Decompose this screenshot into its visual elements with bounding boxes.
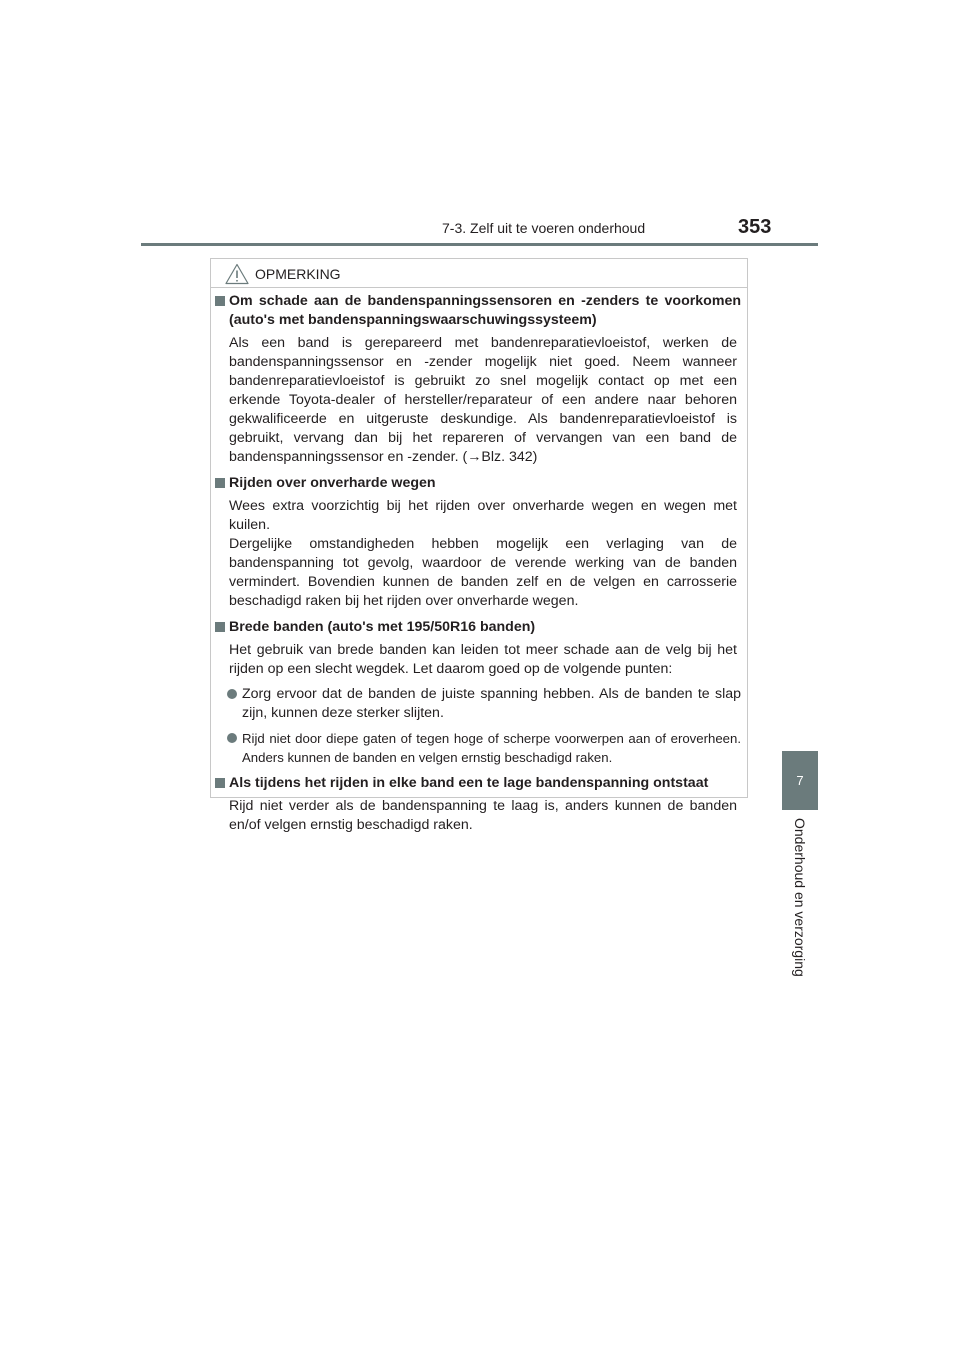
- section-heading: Brede banden (auto's met 195/50R16 banden): [211, 618, 747, 637]
- chapter-tab: 7: [782, 751, 818, 810]
- page-number: 353: [738, 216, 772, 238]
- section-low-pressure: [211, 774, 747, 835]
- section-text: Dergelijke omstandigheden hebben mogelijk een verlaging van de bandenspanning tot gevolg, waardoor de verende werking van de banden vermindert. Bovendien kunnen de banden zelf en de velgen en carrosserie beschadigd raken bij het rijden over onverharde wegen.: [229, 536, 737, 609]
- square-bullet-icon: [215, 622, 225, 632]
- notice-header: [225, 261, 341, 287]
- section-heading: Om schade aan de bandenspanningssensoren en -zenders te voorkomen (auto's met bandenspanningswaarschuwingssysteem): [211, 292, 747, 330]
- section-text: Wees extra voorzichtig bij het rijden over onverharde wegen en wegen met kuilen.: [229, 498, 737, 533]
- section-wide-tires: [211, 618, 747, 767]
- section-sensor-damage: [211, 292, 747, 467]
- notice-divider: [211, 287, 747, 288]
- section-heading: Rijden over onverharde wegen: [211, 474, 747, 493]
- list-item: Zorg ervoor dat de banden de juiste spanning hebben. Als de banden te slap zijn, kunnen deze sterker slijten.: [211, 685, 747, 723]
- section-text: Als een band is gerepareerd met bandenreparatievloeistof, werken de bandenspanningssensor en -zender mogelijk niet goed. Neem wanneer bandenreparatievloeistof is gebruikt zo snel mogelijk contact op met een erkende Toyota-dealer of hersteller/reparateur of een andere naar behoren gekwalificeerde en uitgeruste deskundige. Als bandenreparatievloeistof is gebruikt, vervang dan bij het repareren of vervangen van een band de bandenspanningssensor en -zender. (→Blz. 342): [229, 335, 737, 465]
- square-bullet-icon: [215, 778, 225, 788]
- warning-triangle-icon: [225, 263, 249, 285]
- circle-bullet-icon: [227, 689, 237, 699]
- section-text: Het gebruik van brede banden kan leiden tot meer schade aan de velg bij het rijden op een slecht wegdek. Let daarom goed op de volgende punten:: [229, 642, 737, 677]
- notice-body: [211, 292, 747, 835]
- section-text: Rijd niet verder als de bandenspanning te laag is, anders kunnen de banden en/of velgen ernstig beschadigd raken.: [229, 798, 737, 833]
- notice-title: OPMERKING: [255, 266, 341, 282]
- header-rule: [141, 243, 818, 246]
- circle-bullet-icon: [227, 733, 237, 743]
- square-bullet-icon: [215, 296, 225, 306]
- section-header: 7-3. Zelf uit te voeren onderhoud: [442, 220, 646, 236]
- section-heading: Als tijdens het rijden in elke band een te lage bandenspanning ontstaat: [211, 774, 747, 793]
- list-item: Rijd niet door diepe gaten of tegen hoge of scherpe voorwerpen aan of eroverheen. Anders kunnen de banden en velgen ernstig beschadigd raken.: [211, 729, 747, 767]
- square-bullet-icon: [215, 478, 225, 488]
- notice-box: [210, 258, 748, 833]
- section-unpaved-roads: [211, 474, 747, 611]
- chapter-label: Onderhoud en verzorging: [792, 818, 808, 977]
